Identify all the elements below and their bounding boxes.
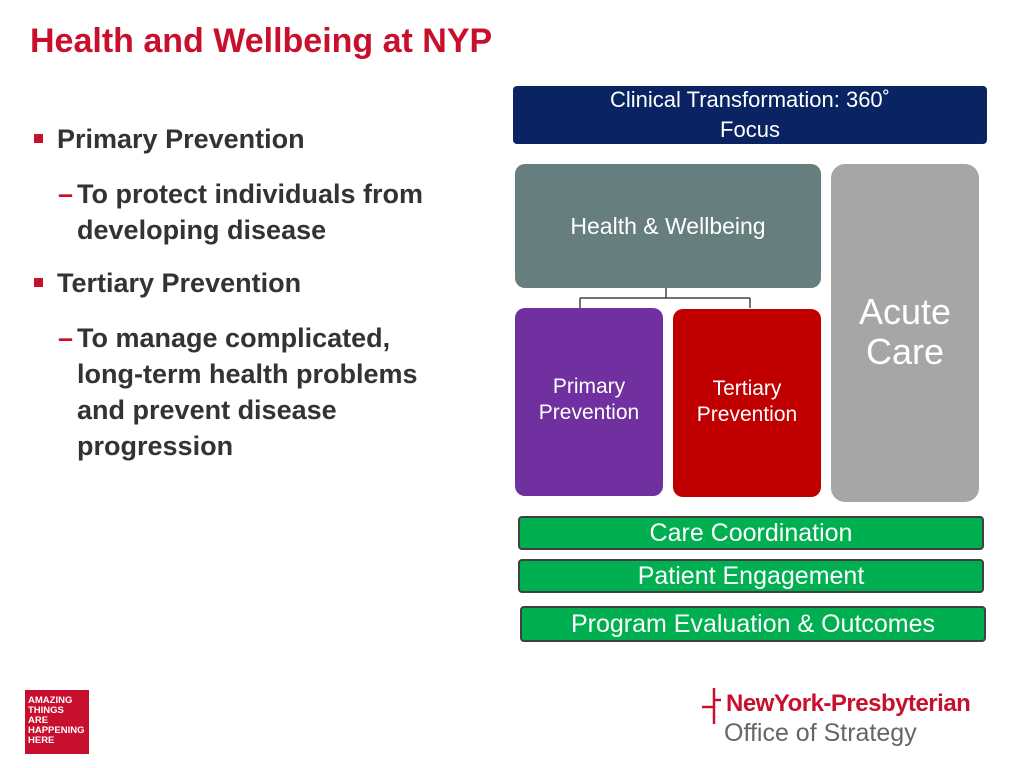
logo-subtitle: Office of Strategy (724, 719, 917, 747)
bullet-primary-prevention (32, 122, 452, 156)
primary-line-2: Prevention (538, 401, 640, 424)
badge-line: HERE (28, 735, 55, 746)
bullet-tertiary-prevention (32, 266, 452, 300)
health-wellbeing-box (515, 164, 821, 288)
header-line-2: Focus (720, 117, 780, 142)
badge-line: THINGS (28, 705, 64, 716)
health-wellbeing-label: Health & Wellbeing (570, 212, 766, 239)
care-coordination-bar (518, 516, 984, 550)
nyp-logo (700, 686, 1000, 756)
amazing-things-badge (25, 690, 89, 754)
bar-label: Care Coordination (649, 518, 853, 547)
acute-line-2: Care (865, 331, 945, 372)
program-evaluation-bar (520, 606, 986, 642)
hierarchy-connector (575, 288, 755, 310)
sub-bullet-text: To manage complicated, long-term health problems and prevent disease progression (77, 323, 418, 461)
badge-line: ARE (28, 715, 49, 726)
bar-label: Patient Engagement (637, 561, 865, 590)
slide-title: Health and Wellbeing at NYP (30, 22, 493, 60)
nyp-mark-icon (700, 686, 722, 726)
dash-icon: – (58, 323, 74, 353)
sub-bullet-text: To protect individuals from developing disease (77, 179, 424, 245)
primary-line-1: Primary (552, 375, 626, 398)
square-bullet-icon (34, 134, 43, 143)
tertiary-line-1: Tertiary (712, 377, 782, 400)
patient-engagement-bar (518, 559, 984, 593)
bullet-list (32, 122, 452, 482)
bar-label: Program Evaluation & Outcomes (570, 609, 936, 638)
acute-care-box (831, 164, 979, 502)
tertiary-prevention-box (673, 309, 821, 497)
logo-name: NewYork-Presbyterian (726, 690, 971, 717)
clinical-transformation-header (513, 86, 987, 144)
acute-line-1: Acute (858, 291, 952, 332)
tertiary-line-2: Prevention (696, 403, 798, 426)
square-bullet-icon (34, 278, 43, 287)
header-line-1: Clinical Transformation: 360˚ (609, 87, 890, 112)
badge-line: AMAZING (28, 695, 73, 706)
bullet-label: Primary Prevention (57, 124, 305, 154)
bullet-label: Tertiary Prevention (57, 268, 302, 298)
dash-icon: – (58, 179, 74, 209)
badge-line: HAPPENING (28, 725, 85, 736)
sub-bullet-primary (58, 176, 448, 248)
sub-bullet-tertiary (58, 320, 448, 464)
primary-prevention-box (515, 308, 663, 496)
